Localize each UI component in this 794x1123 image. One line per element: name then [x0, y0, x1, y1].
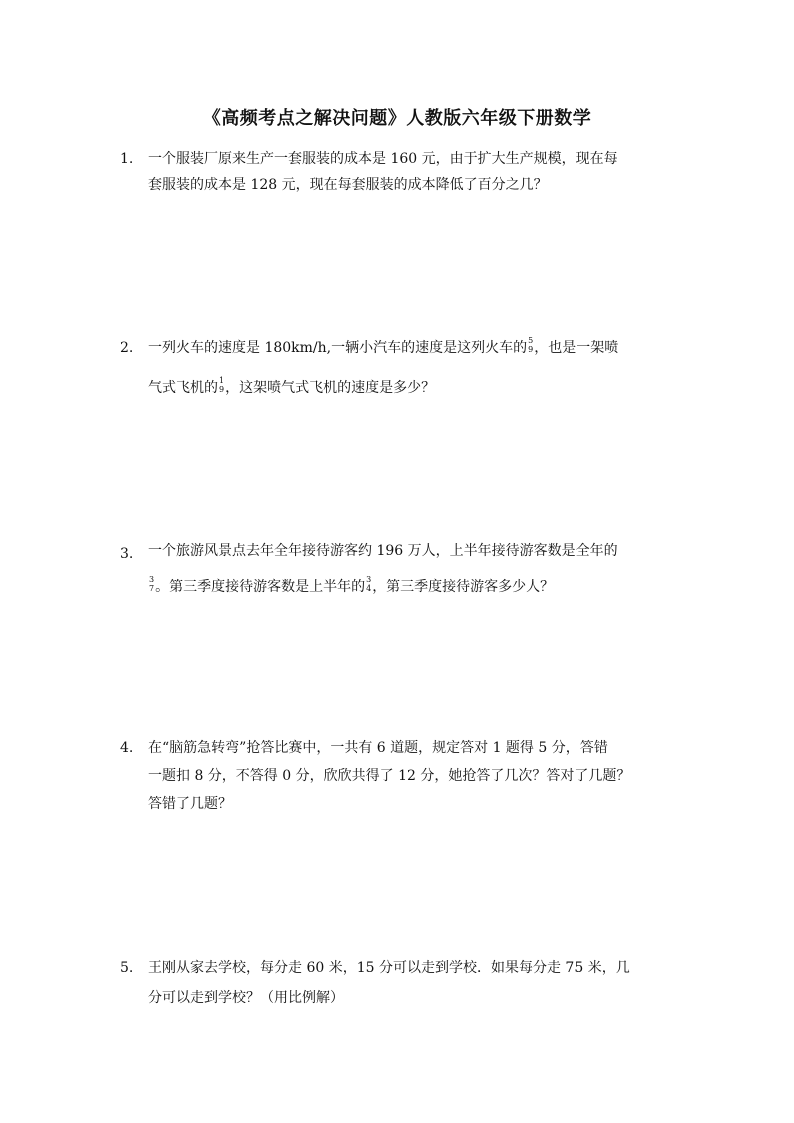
question-line: [148, 572, 700, 608]
text-segment: 一列火车的速度是 180km/h,一辆小汽车的速度是这列火车的: [148, 340, 528, 356]
fraction-numerator: 1: [219, 376, 225, 385]
fraction-numerator: 5: [528, 336, 534, 345]
fraction: [149, 575, 154, 593]
fraction-denominator: 9: [219, 385, 225, 394]
question-2: [120, 330, 700, 410]
question-text: [148, 536, 700, 608]
question-line: 王刚从家去学校，每分走 60 米，15 分可以走到学校．如果每分走 75 米，几: [148, 960, 630, 976]
question-text: [148, 330, 700, 410]
question-line: 一个服装厂原来生产一套服装的成本是 160 元，由于扩大生产规模，现在每: [148, 151, 618, 167]
question-number: 3.: [120, 546, 134, 562]
question-4: [120, 734, 700, 818]
question-line: 一个旅游风景点去年全年接待游客约 196 万人，上半年接待游客数是全年的: [148, 543, 618, 559]
question-1: [120, 146, 700, 198]
question-number: 4.: [120, 740, 134, 756]
question-line: 套服装的成本是 128 元，现在每套服装的成本降低了百分之几？: [148, 177, 548, 193]
question-number: 5.: [120, 960, 134, 976]
fraction-numerator: 3: [366, 575, 372, 584]
question-number: 2.: [120, 340, 134, 356]
fraction-denominator: 7: [149, 584, 155, 593]
question-5: [120, 954, 700, 1014]
fraction: [528, 336, 533, 354]
text-segment: ，第三季度接待游客多少人？: [372, 579, 555, 595]
text-segment: ，也是一架喷: [534, 340, 619, 356]
document-title: 《高频考点之解决问题》人教版六年级下册数学: [202, 108, 592, 129]
question-text: [148, 734, 700, 818]
question-line: 分可以走到学校？（用比例解）: [148, 990, 344, 1006]
fraction: [366, 575, 371, 593]
fraction-denominator: 4: [366, 584, 372, 593]
fraction-denominator: 9: [528, 345, 534, 354]
fraction-numerator: 3: [149, 575, 155, 584]
fraction: [219, 376, 224, 394]
text-segment: 气式飞机的: [148, 380, 218, 396]
question-line: [148, 330, 700, 370]
question-text: [148, 954, 700, 1014]
question-line: 在“脑筋急转弯”抢答比赛中，一共有 6 道题，规定答对 1 题得 5 分，答错: [148, 740, 608, 756]
question-line: [148, 370, 700, 410]
text-segment: ，这架喷气式飞机的速度是多少？: [225, 380, 436, 396]
text-segment: 。第三季度接待游客数是上半年的: [155, 579, 366, 595]
question-line: 一题扣 8 分，不答得 0 分，欣欣共得了 12 分，她抢答了几次？答对了几题？: [148, 768, 631, 784]
question-line: 答错了几题？: [148, 796, 232, 812]
question-3: [120, 536, 700, 608]
question-number: 1.: [120, 151, 134, 167]
question-text: [148, 146, 700, 198]
